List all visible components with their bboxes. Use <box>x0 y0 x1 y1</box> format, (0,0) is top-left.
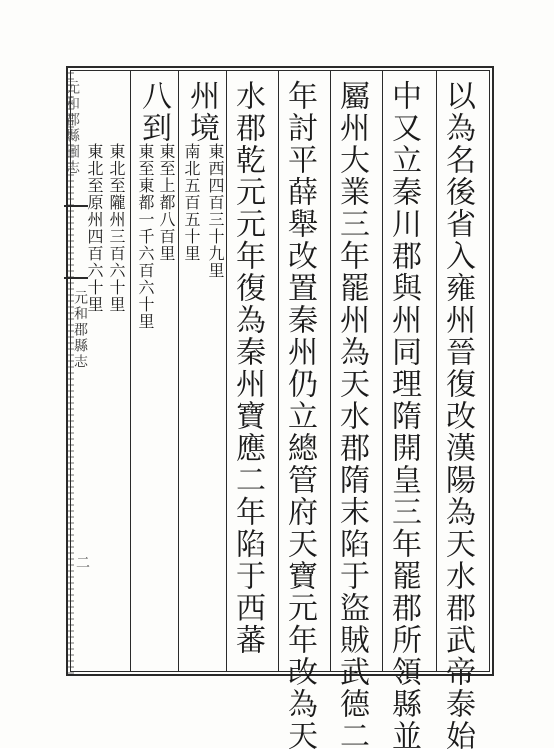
border-line-1: 東西四百三十九里 <box>206 143 225 279</box>
column-rule <box>436 70 437 672</box>
column-rule <box>278 70 279 672</box>
page-number: 二 <box>74 555 90 569</box>
border-label: 州境 <box>184 80 219 144</box>
text-column-3: 屬州大業三年罷州為天水郡隋末陷于盜賊武德二 <box>334 80 369 752</box>
column-rule <box>130 70 131 672</box>
fold-title: 元和郡縣志 <box>72 290 88 370</box>
distance-line-2: 東至東都一千六百六十里 <box>136 143 155 330</box>
distance-line-4: 東北至原州四百六十里 <box>85 143 104 313</box>
column-rule <box>382 70 383 672</box>
distance-line-1: 東至上都八百里 <box>157 143 176 262</box>
margin-header: 元和郡縣圖志 <box>64 80 80 176</box>
text-column-2: 中又立秦川郡與州同理隋開皇三年罷郡所領縣並 <box>386 80 421 752</box>
column-rule <box>330 70 331 672</box>
distances-label: 八到 <box>136 80 171 144</box>
column-rule <box>178 70 179 672</box>
text-column-4: 年討平薛舉改置秦州仍立總管府天寶元年改為天 <box>282 80 317 752</box>
distance-line-3: 東北至隴州三百六十里 <box>107 143 126 313</box>
text-column-5: 水郡乾元元年復為秦州寶應二年陷于西蕃 <box>230 80 265 656</box>
text-column-1: 以為名後省入雍州晉復改漢陽為天水郡武帝泰始 <box>440 80 475 752</box>
page-frame-inner <box>70 70 490 672</box>
border-line-2: 南北五百五十里 <box>182 143 201 262</box>
column-rule <box>226 70 227 672</box>
